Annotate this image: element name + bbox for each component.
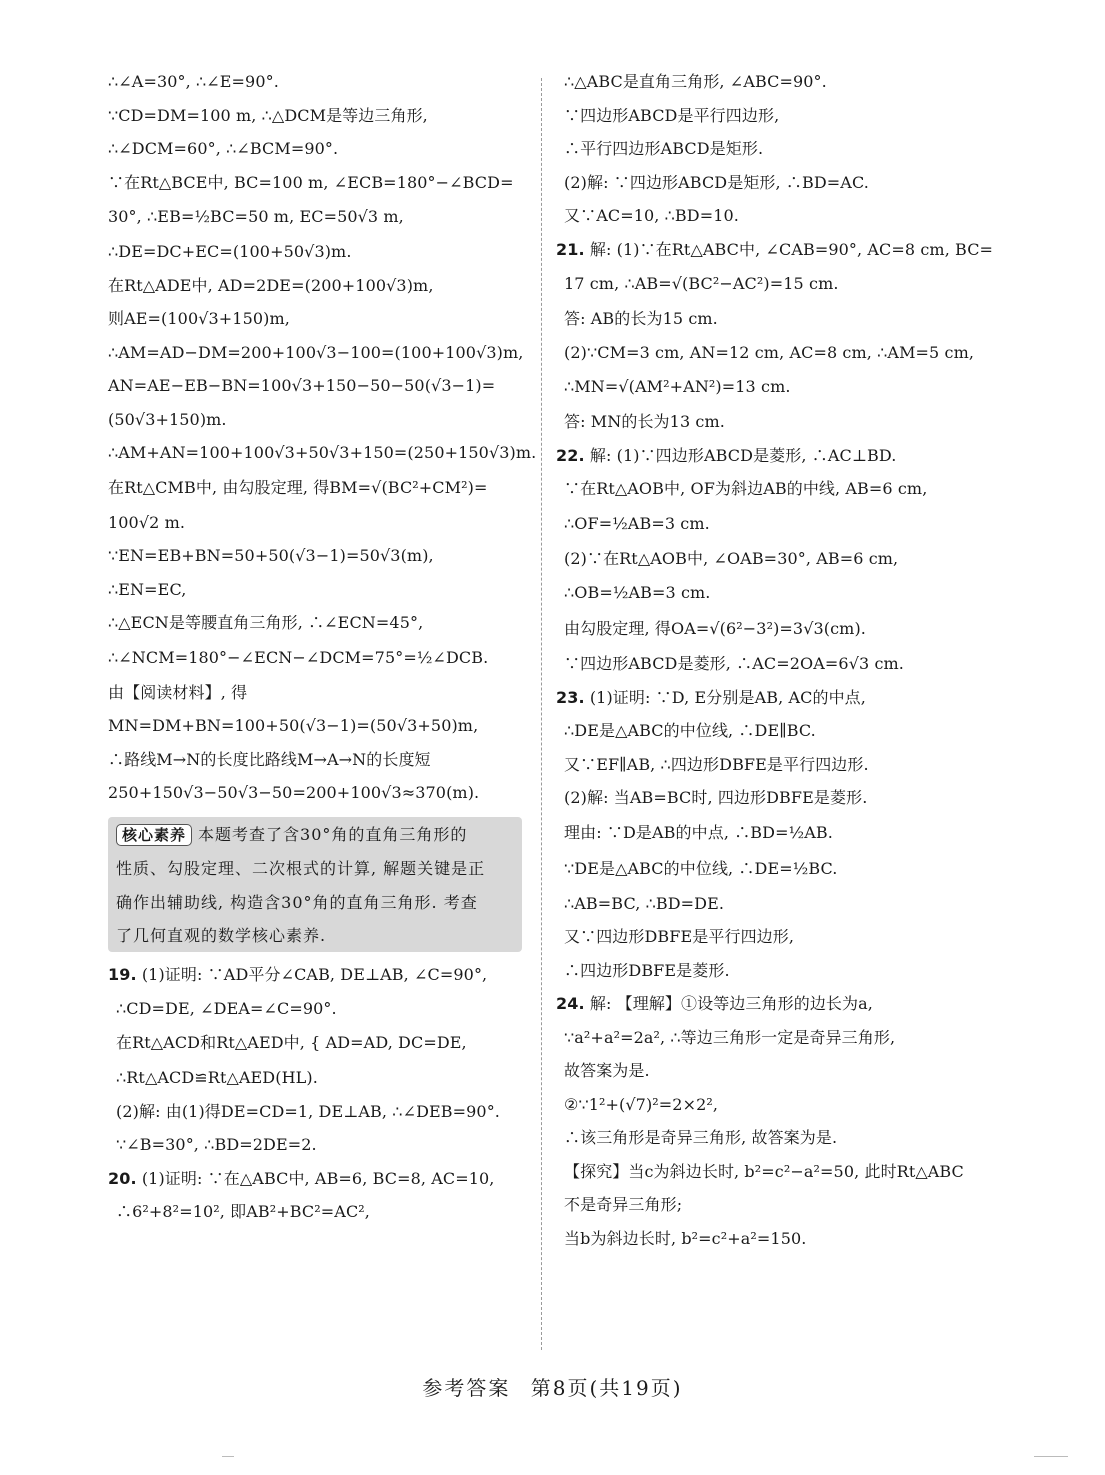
answer-text: ∵四边形ABCD是平行四边形, <box>564 105 780 125</box>
answer-line <box>108 1102 526 1122</box>
scan-mark <box>1034 1456 1068 1457</box>
answer-text: ∴△ABC是直角三角形, ∠ABC=90°. <box>564 72 827 91</box>
answer-text: (2)∵CM=3 cm, AN=12 cm, AC=8 cm, ∴AM=5 cm, <box>564 342 975 362</box>
left-column <box>108 72 537 1236</box>
scan-mark <box>222 1456 234 1457</box>
core-literacy-tag: 核心素养 <box>116 824 192 846</box>
answer-line: 由【阅读材料】, 得 <box>108 682 248 702</box>
answer-line: ∴路线M→N的长度比路线M→A→N的长度短 <box>108 749 431 769</box>
answer-text: ∵∠B=30°, ∴BD=2DE=2. <box>116 1135 317 1154</box>
answer-text: ∵在Rt△AOB中, OF为斜边AB的中线, AB=6 cm, <box>564 479 928 498</box>
question-line <box>556 446 996 466</box>
answer-line: ∴DE=DC+EC=(100+50√3)m. <box>108 242 352 261</box>
answer-text: ∵a²+a²=2a², ∴等边三角形一定是奇异三角形, <box>564 1027 896 1047</box>
answer-line: 在Rt△CMB中, 由勾股定理, 得BM=√(BC²+CM²)= <box>108 477 488 497</box>
answer-line: ∴△ECN是等腰直角三角形, ∴∠ECN=45°, <box>108 613 424 632</box>
answer-line <box>556 139 996 159</box>
answer-text: 又∵四边形DBFE是平行四边形, <box>564 927 795 946</box>
answer-text: 答: MN的长为13 cm. <box>564 412 725 431</box>
answer-text: 17 cm, ∴AB=√(BC²−AC²)=15 cm. <box>564 274 839 293</box>
note-line <box>116 893 514 913</box>
answer-text: 解: (1)∵在Rt△ABC中, ∠CAB=90°, AC=8 cm, BC= <box>589 239 994 259</box>
answer-text: ∴6²+8²=10², 即AB²+BC²=AC², <box>116 1202 370 1221</box>
answer-text: (2)解: ∵四边形ABCD是矩形, ∴BD=AC. <box>564 172 869 192</box>
question-line <box>556 994 996 1014</box>
page-footer <box>0 1372 1105 1401</box>
answer-text: (2)解: 由(1)得DE=CD=1, DE⊥AB, ∴∠DEB=90°. <box>116 1101 500 1121</box>
answer-line <box>556 412 996 432</box>
answer-line: MN=DM+BN=100+50(√3−1)=(50√3+50)m, <box>108 716 479 735</box>
answer-line <box>556 1028 996 1048</box>
right-column <box>556 72 996 1262</box>
answer-line <box>556 755 996 775</box>
answer-line <box>108 999 526 1019</box>
answer-text: ∴AB=BC, ∴BD=DE. <box>564 893 725 913</box>
answer-line <box>556 961 996 981</box>
answer-line: ∴AM=AD−DM=200+100√3−100=(100+100√3)m, <box>108 342 524 362</box>
question-number: 24. <box>556 994 585 1013</box>
answer-line <box>556 273 996 295</box>
question-line <box>556 688 996 708</box>
answer-text: 又∵AC=10, ∴BD=10. <box>564 206 739 225</box>
answer-line <box>556 1162 996 1182</box>
answer-line: ∴AM+AN=100+100√3+50√3+150=(250+150√3)m. <box>108 443 537 462</box>
answer-text: 又∵EF∥AB, ∴四边形DBFE是平行四边形. <box>564 754 869 774</box>
answer-line: 30°, ∴EB=½BC=50 m, EC=50√3 m, <box>108 207 404 226</box>
answer-text: 在Rt△ACD和Rt△AED中, { AD=AD, DC=DE, <box>116 1033 467 1052</box>
answer-line: ∵在Rt△BCE中, BC=100 m, ∠ECB=180°−∠BCD= <box>108 172 514 192</box>
answer-text: (1)证明: ∵在△ABC中, AB=6, BC=8, AC=10, <box>141 1168 495 1188</box>
question-line <box>108 965 526 985</box>
question-number: 22. <box>556 445 585 465</box>
answer-line: 则AE=(100√3+150)m, <box>108 309 290 328</box>
core-literacy-note <box>108 817 522 953</box>
answer-text: ∴四边形DBFE是菱形. <box>564 960 730 980</box>
answer-line <box>556 822 996 844</box>
answer-text: (2)解: 当AB=BC时, 四边形DBFE是菱形. <box>564 788 868 807</box>
note-text: 本题考查了含30°角的直角三角形的 <box>198 824 468 844</box>
answer-line: AN=AE−EB−BN=100√3+150−50−50(√3−1)= <box>108 376 496 395</box>
answer-text: (1)证明: ∵D, E分别是AB, AC的中点, <box>589 687 866 707</box>
answer-line <box>556 927 996 947</box>
answer-text: (2)∵在Rt△AOB中, ∠OAB=30°, AB=6 cm, <box>564 548 899 568</box>
answer-line: 100√2 m. <box>108 512 186 532</box>
answer-line <box>556 106 996 126</box>
answer-line <box>556 173 996 193</box>
answer-text: 理由: ∵D是AB的中点, ∴BD=½AB. <box>564 822 833 842</box>
answer-line <box>556 309 996 329</box>
answer-line <box>556 894 996 914</box>
answer-text: 故答案为是. <box>564 1061 650 1080</box>
note-line <box>116 926 514 946</box>
question-number: 20. <box>108 1168 137 1188</box>
answer-text: ∴MN=√(AM²+AN²)=13 cm. <box>564 377 791 396</box>
answer-line: ∴∠NCM=180°−∠ECN−∠DCM=75°=½∠DCB. <box>108 647 489 667</box>
answer-text: ∴平行四边形ABCD是矩形. <box>564 139 764 158</box>
question-number: 21. <box>556 239 585 259</box>
answer-line <box>108 1068 526 1088</box>
answer-line: 250+150√3−50√3−50=200+100√3≈370(m). <box>108 783 480 802</box>
answer-text: ∴OB=½AB=3 cm. <box>564 583 711 602</box>
answer-line <box>556 376 996 398</box>
answer-text: ∵DE是△ABC的中位线, ∴DE=½BC. <box>564 858 838 878</box>
note-text: 了几何直观的数学核心素养. <box>116 926 327 945</box>
answer-line <box>556 513 996 535</box>
footer-label: 参考答案 <box>422 1376 511 1400</box>
note-line <box>116 859 514 879</box>
answer-line: ∵EN=EB+BN=50+50(√3−1)=50√3(m), <box>108 546 434 565</box>
answer-text: 答: AB的长为15 cm. <box>564 309 718 328</box>
answer-line <box>556 721 996 741</box>
answer-text: 当b为斜边长时, b²=c²+a²=150. <box>564 1228 807 1248</box>
answer-text: 由勾股定理, 得OA=√(6²−3²)=3√3(cm). <box>564 619 866 638</box>
question-line <box>556 240 996 260</box>
answer-line: ∴∠DCM=60°, ∴∠BCM=90°. <box>108 139 339 158</box>
answer-text: ②∵1²+(√7)²=2×2², <box>564 1094 719 1114</box>
answer-text: 解: (1)∵四边形ABCD是菱形, ∴AC⊥BD. <box>589 445 897 465</box>
answer-line <box>556 343 996 363</box>
note-line <box>116 824 514 846</box>
answer-line <box>108 1032 526 1054</box>
note-text: 确作出辅助线, 构造含30°角的直角三角形. 考查 <box>116 892 478 912</box>
answer-line <box>108 1135 526 1155</box>
answer-text: 解: 【理解】①设等边三角形的边长为a, <box>589 994 873 1013</box>
question-number: 23. <box>556 687 585 707</box>
answer-line <box>556 858 996 880</box>
answer-line <box>556 1095 996 1115</box>
answer-line: ∴∠A=30°, ∴∠E=90°. <box>108 72 279 91</box>
answer-text: ∴Rt△ACD≌Rt△AED(HL). <box>116 1068 318 1087</box>
answer-text: (1)证明: ∵AD平分∠CAB, DE⊥AB, ∠C=90°, <box>141 965 488 984</box>
answer-line <box>556 654 996 674</box>
note-text: 性质、勾股定理、二次根式的计算, 解题关键是正 <box>116 859 486 878</box>
answer-line: ∴EN=EC, <box>108 579 187 599</box>
answer-line <box>556 582 996 604</box>
column-divider <box>541 78 542 1350</box>
answer-line: (50√3+150)m. <box>108 409 227 429</box>
answer-line <box>556 618 996 640</box>
answer-line <box>556 1195 996 1215</box>
answer-line <box>556 1229 996 1249</box>
answer-line <box>556 206 996 226</box>
answer-line <box>556 1061 996 1081</box>
answer-line <box>556 72 996 92</box>
question-number: 19. <box>108 965 137 984</box>
question-line <box>108 1169 526 1189</box>
answer-line <box>108 1202 526 1222</box>
answer-text: 不是奇异三角形; <box>564 1195 683 1214</box>
answer-line <box>556 479 996 499</box>
footer-page-number: 第8页(共19页) <box>530 1376 683 1400</box>
answer-text: 【探究】当c为斜边长时, b²=c²−a²=50, 此时Rt△ABC <box>564 1161 964 1181</box>
answer-text: ∴CD=DE, ∠DEA=∠C=90°. <box>116 998 337 1018</box>
answer-text: ∵四边形ABCD是菱形, ∴AC=2OA=6√3 cm. <box>564 654 904 673</box>
answer-line <box>556 1128 996 1148</box>
answer-text: ∴该三角形是奇异三角形, 故答案为是. <box>564 1128 838 1147</box>
answer-line: 在Rt△ADE中, AD=2DE=(200+100√3)m, <box>108 275 434 295</box>
answer-line: ∵CD=DM=100 m, ∴△DCM是等边三角形, <box>108 105 428 125</box>
answer-line <box>556 549 996 569</box>
answer-line <box>556 788 996 808</box>
answer-text: ∴DE是△ABC的中位线, ∴DE∥BC. <box>564 721 816 740</box>
answer-text: ∴OF=½AB=3 cm. <box>564 513 710 533</box>
